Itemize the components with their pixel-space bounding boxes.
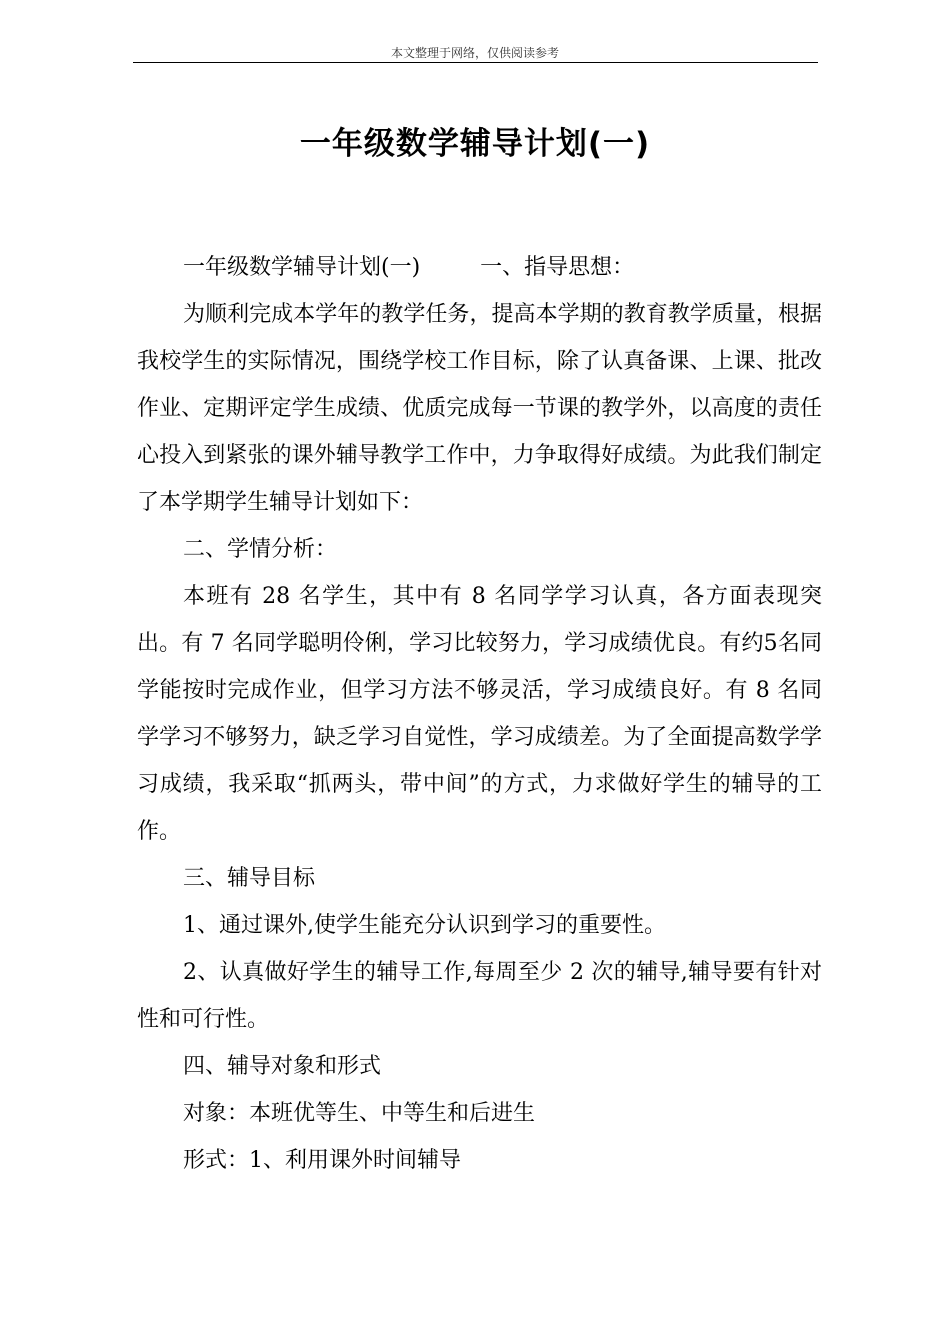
intro-title: 一年级数学辅导计划(一) bbox=[183, 255, 421, 280]
paragraph: 形式：1、利用课外时间辅导 bbox=[183, 1148, 461, 1173]
section-heading: 二、学情分析： bbox=[183, 537, 338, 562]
paragraph: 对象：本班优等生、中等生和后进生 bbox=[183, 1101, 536, 1126]
intro-line bbox=[137, 244, 822, 291]
list-item: 1、通过课外,使学生能充分认识到学习的重要性。 bbox=[183, 913, 666, 938]
header-note: 本文整理于网络，仅供阅读参考 bbox=[390, 46, 559, 60]
section-heading: 一、指导思想： bbox=[480, 255, 635, 280]
document-body bbox=[137, 244, 822, 1184]
document-title: 一年级数学辅导计划(一) bbox=[299, 126, 651, 162]
list-item: 2、认真做好学生的辅导工作,每周至少 2 次的辅导,辅导要有针对性和可行性。 bbox=[137, 960, 822, 1032]
paragraph: 为顺利完成本学年的教学任务，提高本学期的教育教学质量，根据我校学生的实际情况，围绕学校工作目标，除了认真备课、上课、批改作业、定期评定学生成绩、优质完成每一节课的教学外，以高度的责任心投入到紧张的课外辅导教学工作中，力争取得好成绩。为此我们制定了本学期学生辅导计划如下： bbox=[137, 302, 822, 515]
header-divider bbox=[133, 62, 818, 63]
section-heading: 四、辅导对象和形式 bbox=[183, 1054, 382, 1079]
section-heading: 三、辅导目标 bbox=[183, 866, 316, 891]
paragraph: 本班有 28 名学生，其中有 8 名同学学习认真，各方面表现突出。有 7 名同学聪明伶俐，学习比较努力，学习成绩优良。有约5名同学能按时完成作业，但学习方法不够灵活，学习成绩良好。有 8 名同学学习不够努力，缺乏学习自觉性，学习成绩差。为了全面提高数学学习成绩，我采取“抓两头，带中间”的方式，力求做好学生的辅导的工作。 bbox=[137, 584, 822, 844]
